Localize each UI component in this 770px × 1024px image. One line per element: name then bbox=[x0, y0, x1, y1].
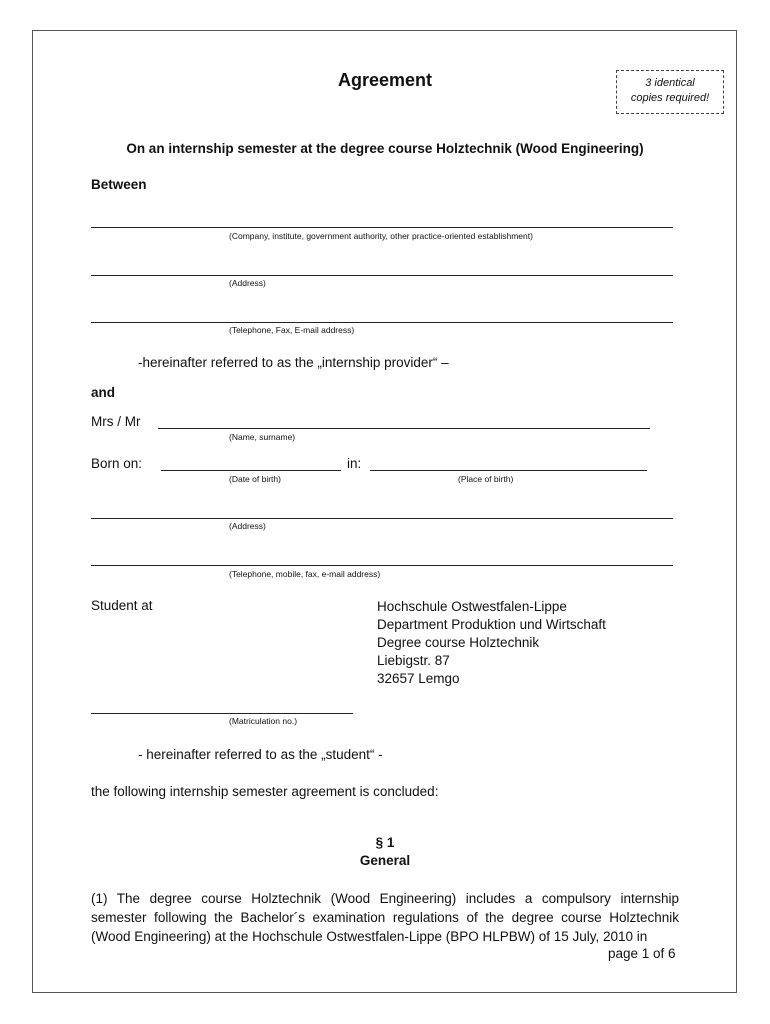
provider-phone-line[interactable] bbox=[91, 322, 673, 323]
name-label: Mrs / Mr bbox=[91, 414, 141, 429]
institution-line: Hochschule Ostwestfalen-Lippe bbox=[377, 599, 567, 614]
and-label: and bbox=[91, 385, 116, 400]
copies-note bbox=[616, 70, 724, 114]
copies-note-line2: copies required! bbox=[630, 92, 710, 104]
page-number: page 1 of 6 bbox=[608, 946, 676, 961]
date-of-birth-caption: (Date of birth) bbox=[229, 474, 281, 484]
student-phone-line[interactable] bbox=[91, 565, 673, 566]
in-label: in: bbox=[347, 456, 362, 471]
provider-address-line[interactable] bbox=[91, 275, 673, 276]
student-at-label: Student at bbox=[91, 598, 153, 613]
section-number: § 1 bbox=[375, 835, 395, 850]
name-line[interactable] bbox=[158, 428, 650, 429]
matriculation-line[interactable] bbox=[91, 713, 353, 714]
place-of-birth-caption: (Place of birth) bbox=[458, 474, 514, 484]
institution-line: Department Produktion und Wirtschaft bbox=[377, 617, 606, 632]
document-title: Agreement bbox=[337, 70, 433, 90]
matriculation-caption: (Matriculation no.) bbox=[229, 716, 298, 726]
place-of-birth-line[interactable] bbox=[370, 470, 647, 471]
student-referred-text: - hereinafter referred to as the „student“ - bbox=[138, 747, 383, 762]
date-of-birth-line[interactable] bbox=[161, 470, 341, 471]
student-phone-caption: (Telephone, mobile, fax, e-mail address) bbox=[229, 569, 381, 579]
provider-referred-text: -hereinafter referred to as the „internship provider“ – bbox=[138, 355, 449, 370]
provider-phone-caption: (Telephone, Fax, E-mail address) bbox=[229, 325, 355, 335]
student-address-caption: (Address) bbox=[229, 521, 266, 531]
section-paragraph: (1) The degree course Holztechnik (Wood Engineering) includes a compulsory internship semester following the Bachelor´s examination regulations of the degree course Holztechnik (Wood Engineering) at the Hochschule Ostwestfalen-Lippe (BPO HLPBW) of 15 July, 2010 in bbox=[91, 891, 679, 944]
institution-address bbox=[377, 598, 677, 688]
company-caption: (Company, institute, government authority, other practice-oriented establishment) bbox=[229, 231, 533, 241]
institution-line: Degree course Holztechnik bbox=[377, 635, 540, 650]
institution-line: 32657 Lemgo bbox=[377, 671, 460, 686]
between-label: Between bbox=[91, 177, 147, 192]
born-label: Born on: bbox=[91, 456, 143, 471]
institution-line: Liebigstr. 87 bbox=[377, 653, 450, 668]
section-title: General bbox=[359, 853, 411, 868]
company-line[interactable] bbox=[91, 227, 673, 228]
copies-note-line1: 3 identical bbox=[645, 77, 695, 89]
provider-address-caption: (Address) bbox=[229, 278, 266, 288]
name-caption: (Name, surname) bbox=[229, 432, 296, 442]
concluded-text: the following internship semester agreement is concluded: bbox=[91, 784, 439, 799]
document-subtitle: On an internship semester at the degree course Holztechnik (Wood Engineering) bbox=[126, 141, 644, 156]
student-address-line[interactable] bbox=[91, 518, 673, 519]
